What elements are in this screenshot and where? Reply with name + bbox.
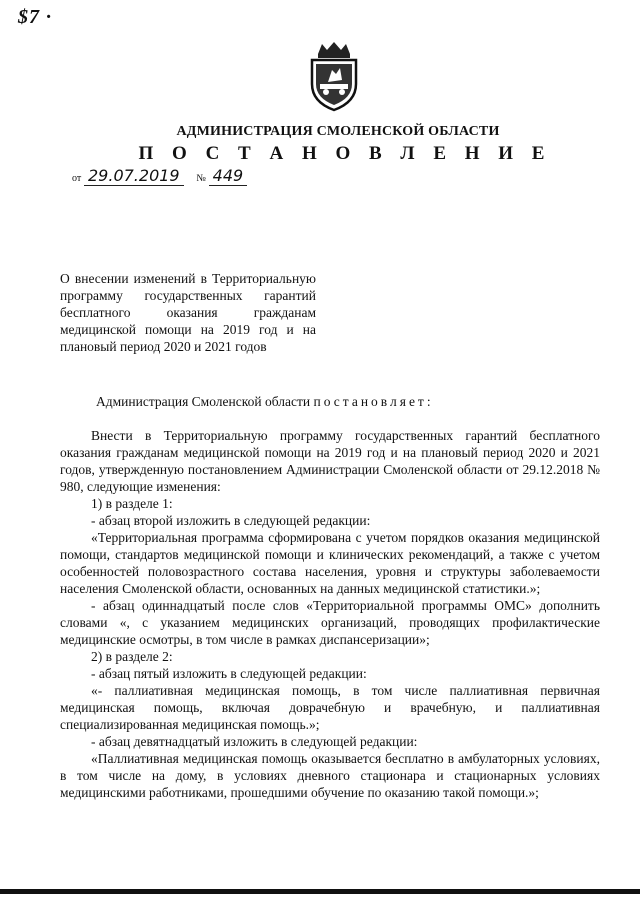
body-paragraph: - абзац пятый изложить в следующей редакции: bbox=[91, 666, 367, 681]
number-value: 449 bbox=[209, 166, 248, 186]
body-paragraph: «- паллиативная медицинская помощь, в том числе паллиативная первичная медицинская помощь, включая доврачебную и врачебную, и паллиативная специализированная медицинская помощь.»; bbox=[60, 683, 600, 732]
body-paragraph: Внести в Территориальную программу государственных гарантий бесплатного оказания гражданам медицинской помощи на 2019 год и на плановый период 2020 и 2021 годов, утвержденную постановлением Администрации Смоленской области от 29.12.2018 № 980, следующие изменения: bbox=[60, 428, 600, 494]
date-label: от bbox=[72, 173, 82, 184]
document-body bbox=[60, 427, 600, 801]
document-type: П О С Т А Н О В Л Е Н И Е bbox=[138, 143, 552, 164]
date-value: 29.07.2019 bbox=[84, 166, 184, 186]
body-paragraph: «Паллиативная медицинская помощь оказывается бесплатно в амбулаторных условиях, в том числе на дому, в условиях дневного стационара и стационарных условиях медицинскими работниками, прошедшими обучение по оказанию такой помощи.»; bbox=[60, 751, 600, 800]
body-paragraph: - абзац одиннадцатый после слов «Территориальной программы ОМС» дополнить словами «, с указанием медицинских организаций, проводящих профилактические медицинские осмотры, в том числе в рамках диспансеризации»; bbox=[60, 598, 600, 647]
margin-handwritten-mark: $7 · bbox=[18, 6, 52, 28]
body-paragraph: - абзац девятнадцатый изложить в следующей редакции: bbox=[91, 734, 418, 749]
document-subject: О внесении изменений в Территориальную программу государственных гарантий бесплатного оказания гражданам медицинской помощи на 2019 год и на плановый период 2020 и 2021 годов bbox=[60, 271, 316, 354]
intro-line bbox=[96, 394, 434, 410]
body-paragraph: - абзац второй изложить в следующей редакции: bbox=[91, 513, 371, 528]
bottom-scan-border bbox=[0, 889, 640, 894]
organization-name: АДМИНИСТРАЦИЯ СМОЛЕНСКОЙ ОБЛАСТИ bbox=[176, 124, 500, 139]
body-paragraph: 2) в разделе 2: bbox=[91, 649, 173, 664]
intro-text: Администрация Смоленской области bbox=[96, 394, 314, 409]
body-paragraph: 1) в разделе 1: bbox=[91, 496, 173, 511]
body-paragraph: «Территориальная программа сформирована с учетом порядков оказания медицинской помощи, стандартов медицинской помощи и клинических рекомендаций, а также с учетом особенностей половозрастного состава населения, уровня и структуры заболеваемости населения Смоленской области, основанных на данных медицинской статистики.»; bbox=[60, 530, 600, 596]
coat-of-arms-icon bbox=[304, 40, 364, 112]
intro-emphasis: постановляет: bbox=[313, 394, 434, 409]
number-label: № bbox=[196, 173, 206, 184]
date-number-line bbox=[72, 166, 247, 185]
